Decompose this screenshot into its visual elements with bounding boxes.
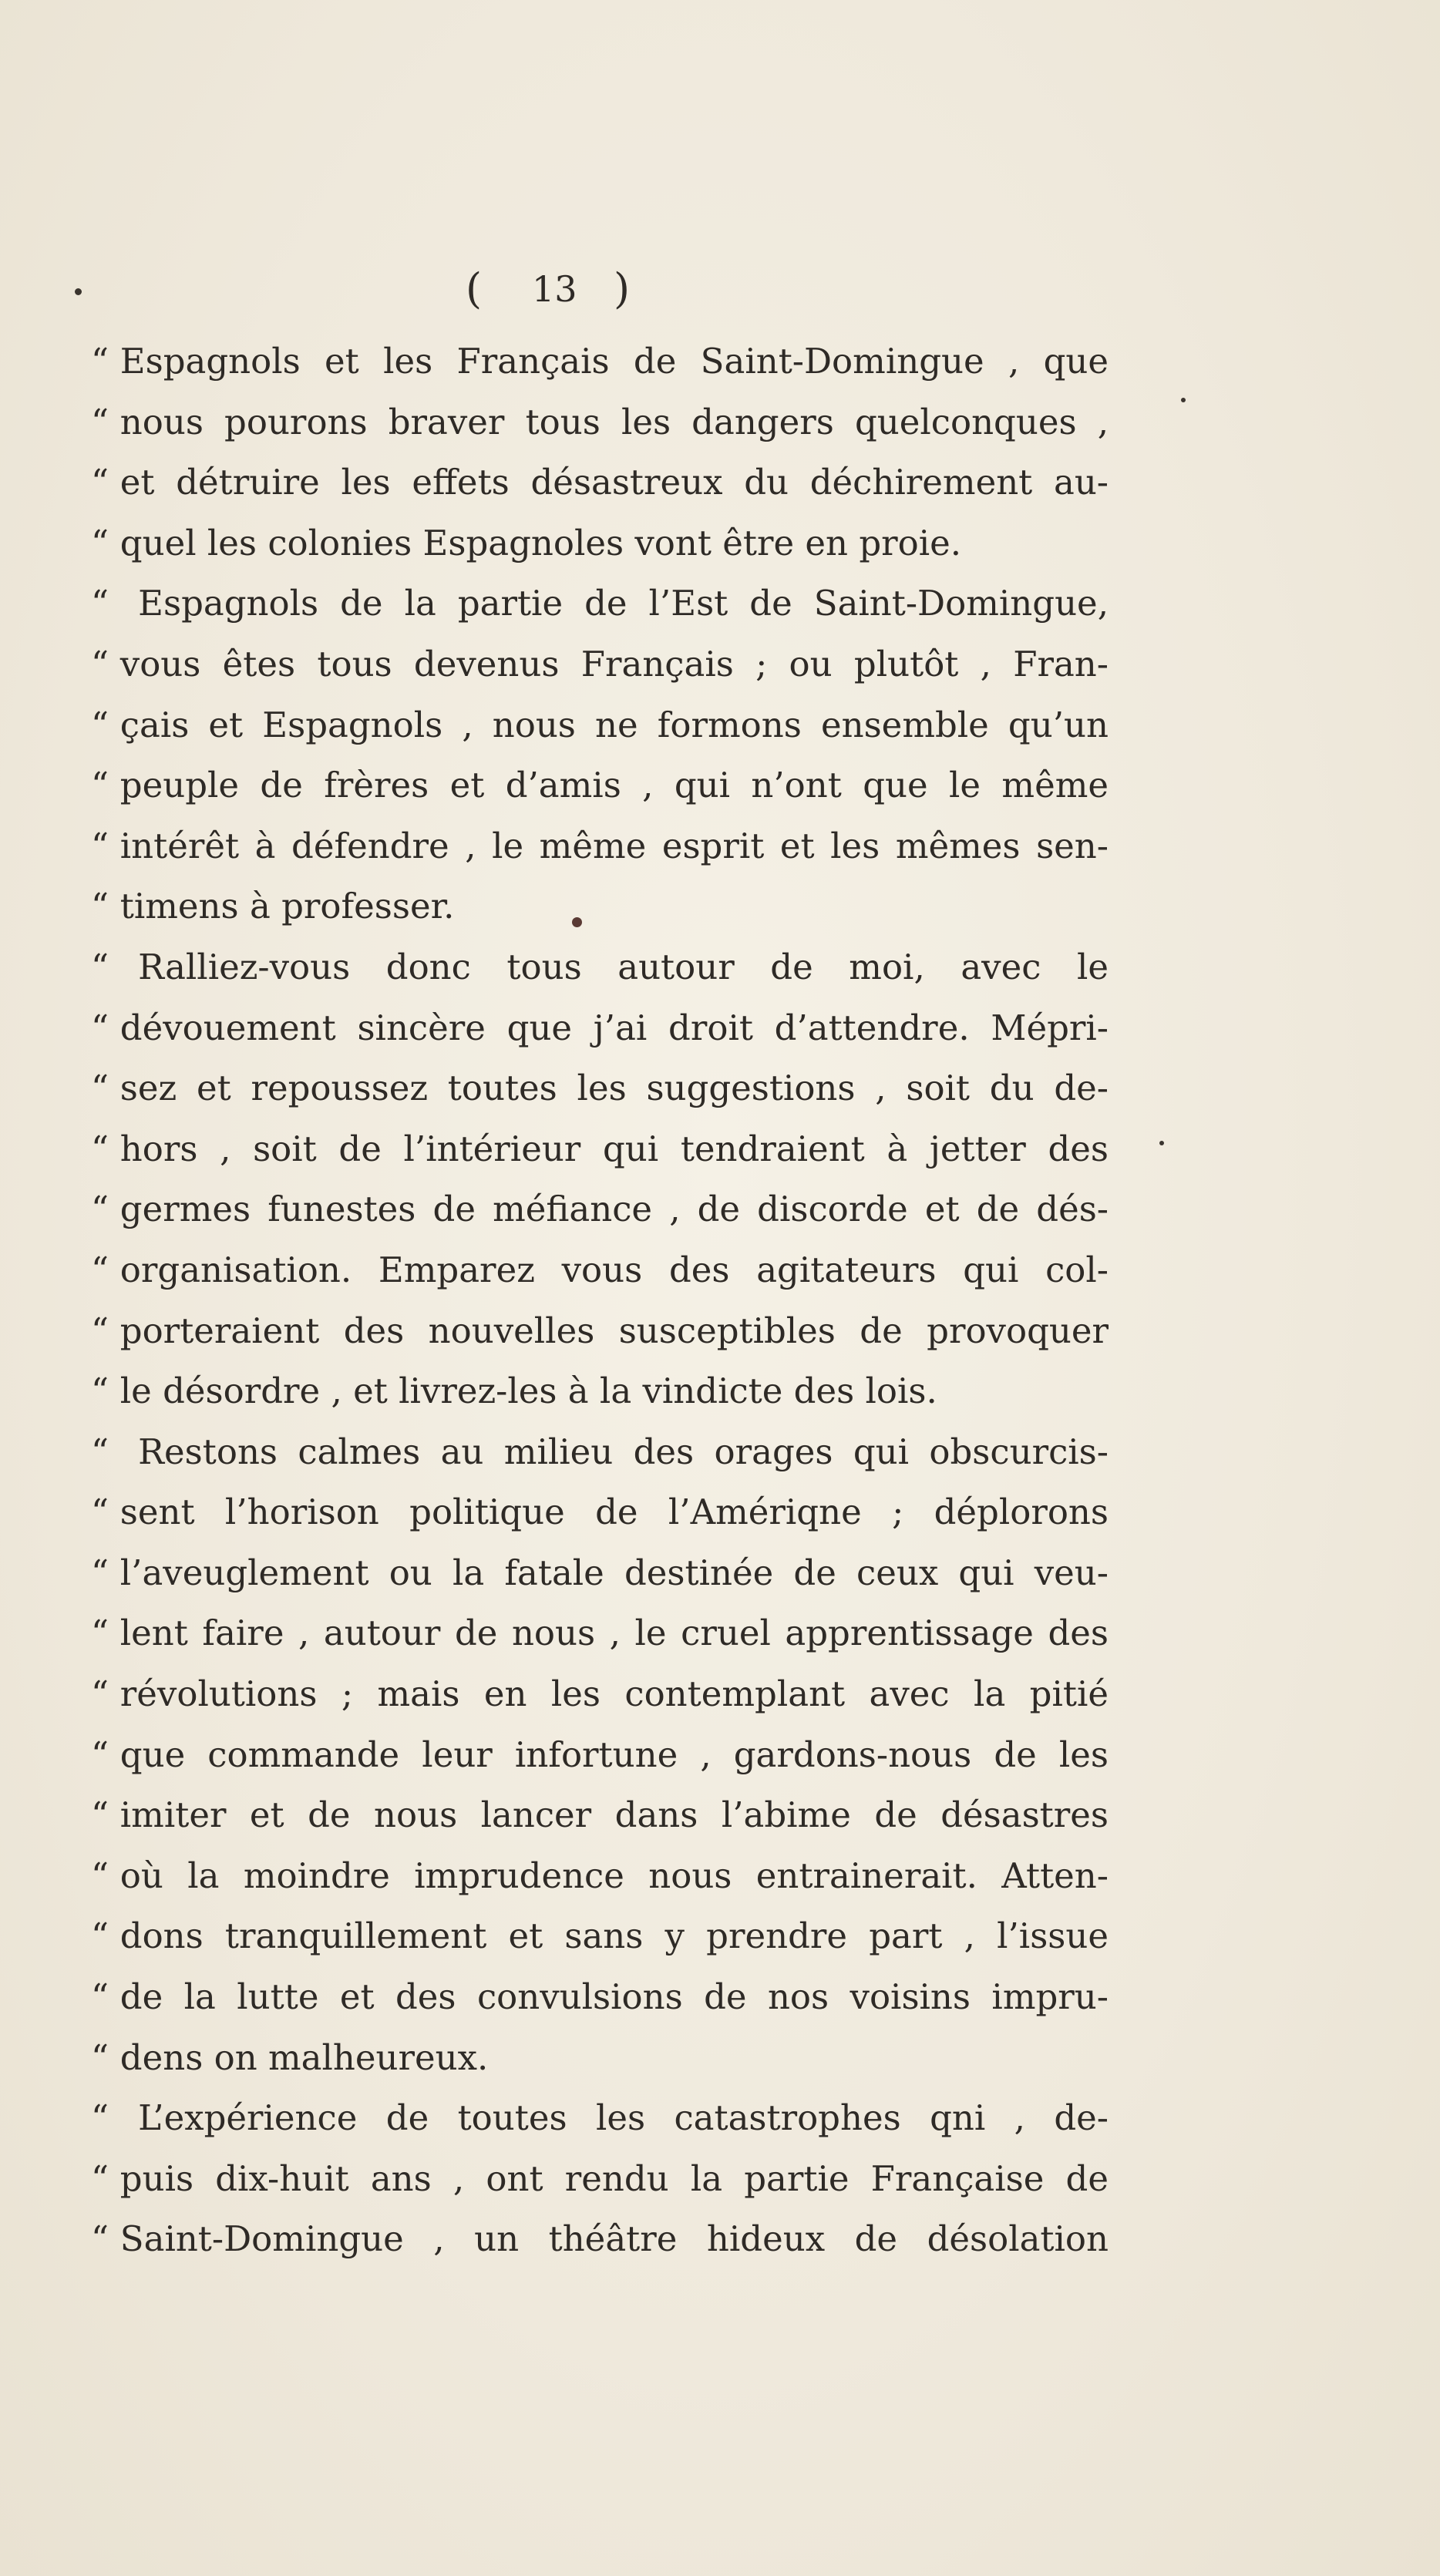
quote-mark: “ <box>91 946 109 987</box>
line-text: révolutions ; mais en les contemplant avec la pitié <box>119 1673 1109 1715</box>
quote-mark: “ <box>91 583 109 624</box>
text-line <box>91 998 1109 1059</box>
line-text: lent faire , autour de nous , le cruel apprentissage des <box>119 1613 1109 1654</box>
quote-mark: “ <box>91 886 109 927</box>
line-text: Espagnols de la partie de l’Est de Saint-Domingue, <box>138 583 1109 624</box>
quote-mark: “ <box>91 1552 109 1593</box>
quote-mark: “ <box>91 2036 109 2078</box>
text-line <box>91 816 1109 877</box>
line-text: hors , soit de l’intérieur qui tendraient à jetter des <box>119 1128 1109 1169</box>
line-text: imiter et de nous lancer dans l’abime de désastres <box>119 1794 1109 1836</box>
quote-mark: “ <box>91 1794 109 1836</box>
page-number: 13 <box>532 268 577 310</box>
quote-mark: “ <box>91 522 109 563</box>
quote-mark: “ <box>91 401 109 442</box>
line-text: porteraient des nouvelles susceptibles de provoquer <box>119 1310 1109 1351</box>
line-text: Ralliez-vous donc tous autour de moi, avec le <box>138 946 1109 987</box>
quote-mark: “ <box>91 1491 109 1533</box>
line-text: où la moindre imprudence nous entrainerait. Atten- <box>119 1855 1109 1896</box>
line-text: puis dix-huit ans , ont rendu la partie Française de <box>119 2157 1109 2199</box>
line-text: L’expérience de toutes les catastrophes qni , de- <box>138 2097 1109 2139</box>
text-line <box>91 1179 1109 1240</box>
line-text: Restons calmes au milieu des orages qui obscurcis- <box>138 1431 1109 1472</box>
line-text: quel les colonies Espagnoles vont être en proie. <box>119 522 962 563</box>
quote-mark: “ <box>91 1007 109 1048</box>
line-text: de la lutte et des convulsions de nos voisins impru- <box>119 1976 1109 2018</box>
quote-mark: “ <box>91 704 109 745</box>
quote-mark: “ <box>91 1128 109 1169</box>
line-text: çais et Espagnols , nous ne formons ensemble qu’un <box>119 704 1109 745</box>
text-line <box>91 755 1109 816</box>
text-line <box>91 331 1109 392</box>
line-text: dévouement sincère que j’ai droit d’attendre. Mépri- <box>119 1007 1109 1048</box>
text-line <box>91 1785 1109 1846</box>
text-line <box>91 513 1109 574</box>
quote-mark: “ <box>91 1370 109 1412</box>
page-number-open-paren: ( <box>466 264 483 313</box>
ink-speck <box>1181 398 1186 402</box>
quote-mark: “ <box>91 1249 109 1290</box>
quote-mark: “ <box>91 1673 109 1715</box>
line-text: peuple de frères et d’amis , qui n’ont que le même <box>119 765 1109 806</box>
text-line <box>91 1482 1109 1543</box>
quote-mark: “ <box>91 1976 109 2018</box>
line-text: nous pourons braver tous les dangers quelconques , <box>119 401 1109 442</box>
text-line <box>91 876 1109 937</box>
text-line <box>91 1301 1109 1362</box>
text-line <box>91 1725 1109 1786</box>
line-text: organisation. Emparez vous des agitateurs qui col- <box>119 1249 1109 1290</box>
text-line <box>91 1846 1109 1907</box>
line-text: Espagnols et les Français de Saint-Domingue , que <box>119 341 1109 382</box>
line-text: sez et repoussez toutes les suggestions , soit du de- <box>119 1068 1109 1109</box>
line-text: le désordre , et livrez-les à la vindicte des lois. <box>119 1370 937 1412</box>
text-line <box>91 2088 1109 2149</box>
text-line <box>91 1906 1109 1967</box>
line-text: dons tranquillement et sans y prendre part , l’issue <box>119 1915 1109 1957</box>
line-text: Saint-Domingue , un théâtre hideux de désolation <box>119 2218 1109 2260</box>
text-line <box>91 1543 1109 1604</box>
text-line <box>91 1664 1109 1725</box>
line-text: l’aveuglement ou la fatale destinée de ceux qui veu- <box>119 1552 1109 1593</box>
text-line <box>91 2028 1109 2089</box>
text-line <box>91 1422 1109 1483</box>
line-text: et détruire les effets désastreux du déchirement au- <box>119 462 1109 503</box>
line-text: intérêt à défendre , le même esprit et les mêmes sen- <box>119 825 1109 866</box>
quote-mark: “ <box>91 2097 109 2139</box>
text-line <box>91 392 1109 453</box>
line-text: sent l’horison politique de l’Amériqne ; déplorons <box>119 1491 1109 1533</box>
line-text: dens on malheureux. <box>119 2036 489 2078</box>
text-line <box>91 2209 1109 2270</box>
quote-mark: “ <box>91 1855 109 1896</box>
quote-mark: “ <box>91 1068 109 1109</box>
text-line <box>91 573 1109 634</box>
page-header <box>0 262 1440 316</box>
text-line <box>91 1361 1109 1422</box>
quote-mark: “ <box>91 1189 109 1230</box>
text-line <box>91 1119 1109 1180</box>
page-number-close-paren: ) <box>614 264 631 313</box>
quote-mark: “ <box>91 1613 109 1654</box>
quote-mark: “ <box>91 1310 109 1351</box>
text-line <box>91 937 1109 998</box>
quote-mark: “ <box>91 825 109 866</box>
line-text: vous êtes tous devenus Français ; ou plutôt , Fran- <box>119 643 1109 684</box>
text-line <box>91 1603 1109 1664</box>
text-line <box>91 1967 1109 2028</box>
quote-mark: “ <box>91 2218 109 2260</box>
line-text: germes funestes de méfiance , de discorde et de dés- <box>119 1189 1109 1230</box>
text-line <box>91 634 1109 695</box>
quote-mark: “ <box>91 765 109 806</box>
quote-mark: “ <box>91 1734 109 1775</box>
text-line <box>91 452 1109 513</box>
line-text: timens à professer. <box>119 886 455 927</box>
text-line <box>91 2149 1109 2210</box>
line-text: que commande leur infortune , gardons-nous de les <box>119 1734 1109 1775</box>
text-line <box>91 1058 1109 1119</box>
ink-speck <box>1159 1141 1164 1145</box>
text-line <box>91 1240 1109 1301</box>
quote-mark: “ <box>91 1915 109 1957</box>
quote-mark: “ <box>91 2157 109 2199</box>
quote-mark: “ <box>91 341 109 382</box>
text-line <box>91 695 1109 756</box>
quote-mark: “ <box>91 1431 109 1472</box>
quote-mark: “ <box>91 462 109 503</box>
body-text <box>91 331 1109 2270</box>
quote-mark: “ <box>91 643 109 684</box>
